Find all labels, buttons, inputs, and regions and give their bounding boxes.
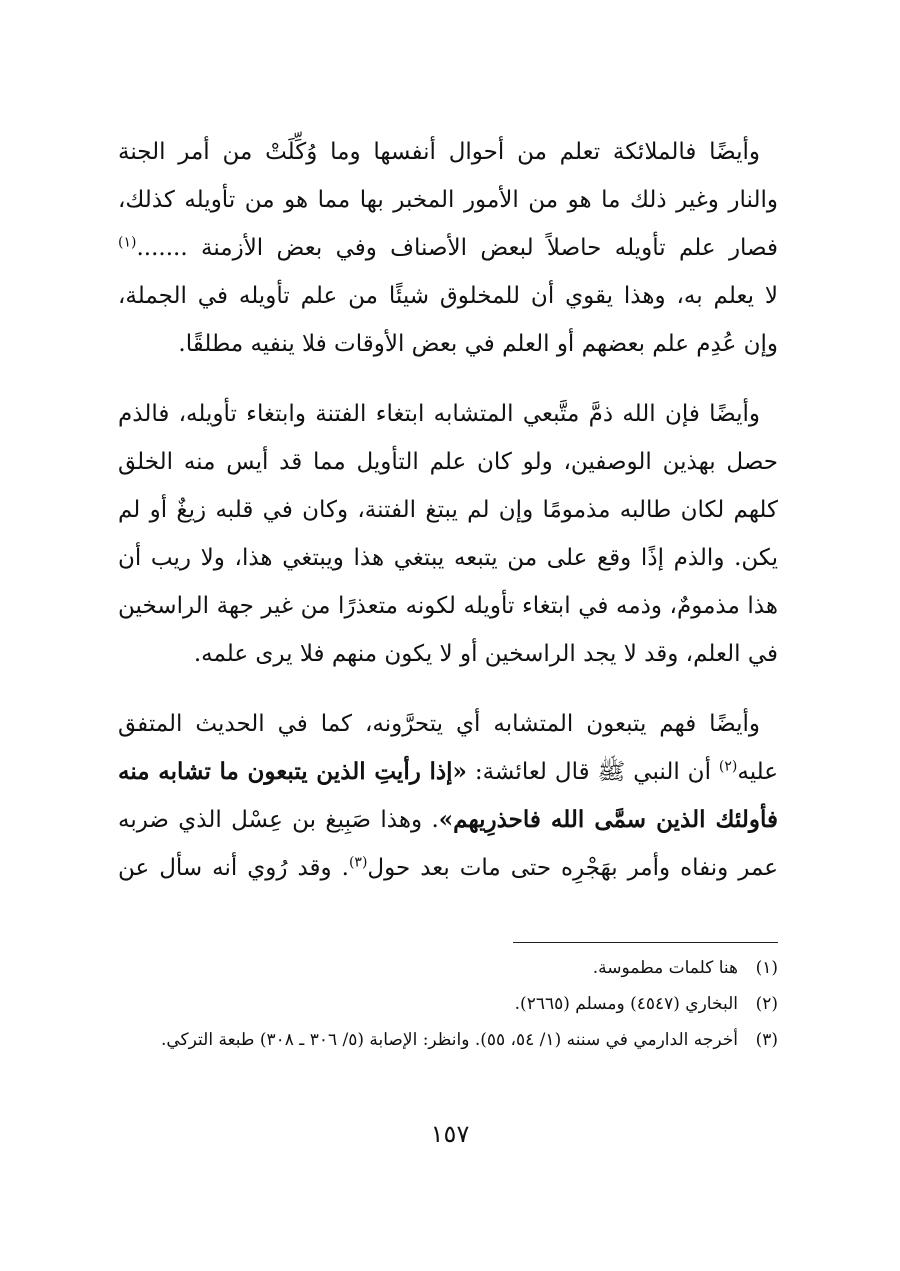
footnote-number: (٢) [755, 994, 778, 1014]
hadith-quote: «إذا رأيتِ الذين يتبعون ما تشابه منه [118, 758, 467, 785]
text-line: وأيضًا فهم يتبعون المتشابه أي يتحرَّونه، كما في الحديث المتفق [118, 711, 760, 737]
text-line: وإن عُدِم علم بعضهم أو العلم في بعض الأوقات فلا ينفيه مطلقًا. [178, 331, 778, 357]
text-line: والنار وغير ذلك ما هو من الأمور المخبر بها مما هو من تأويله كذلك، [118, 187, 778, 213]
text-line [118, 796, 778, 844]
footnote-text: أخرجه الدارمي في سننه (١/ ٥٤، ٥٥). وانظر: الإصابة (٥/ ٣٠٦ ـ ٣٠٨) طبعة التركي. [160, 1030, 738, 1050]
text-segment: عليه [737, 759, 778, 785]
footnote-item [118, 988, 778, 1020]
footnote-separator [513, 942, 778, 943]
text-line: في العلم، وقد لا يجد الراسخين أو لا يكون منهم فلا يرى علمه. [193, 641, 778, 667]
text-line-content: فصار علم تأويله حاصلاً لبعض الأصناف وفي بعض الأزمنة ....... [136, 235, 778, 261]
text-segment: أن النبي ﷺ قال لعائشة: [466, 759, 719, 785]
footnote-number: (٣) [755, 1030, 778, 1050]
text-line: يكن. والذم إذًا وقع على من يتبعه يبتغي هذا ويبتغي هذا، ولا ريب أن [118, 545, 778, 571]
text-segment: . وقد رُوي أنه سأل عن [118, 855, 349, 881]
text-line [118, 844, 778, 892]
footnote-ref-3: (٣) [348, 854, 368, 871]
paragraph-2 [118, 390, 778, 678]
text-line: وأيضًا فإن الله ذمَّ متَّبعي المتشابه ابتغاء الفتنة وابتغاء تأويله، فالذم [118, 401, 760, 427]
text-line: كلهم لكان طالبه مذمومًا وإن لم يبتغ الفتنة، وكان في قلبه زيغٌ أو لم [118, 497, 778, 523]
hadith-quote: فأولئك الذين سمَّى الله فاحذرِيهم» [438, 806, 778, 833]
footnote-item [118, 1024, 778, 1056]
text-line [118, 748, 778, 796]
paragraph-1 [118, 128, 778, 368]
footnote-text: البخاري (٤٥٤٧) ومسلم (٢٦٦٥). [514, 994, 738, 1014]
footnote-text: هنا كلمات مطموسة. [592, 958, 738, 978]
text-segment: عمر ونفاه وأمر بهَجْرِه حتى مات بعد حول [367, 855, 778, 881]
text-line [118, 224, 778, 272]
text-line: هذا مذمومٌ، وذمه في ابتغاء تأويله لكونه متعذرًا من غير جهة الراسخين [118, 593, 778, 619]
text-segment: . وهذا صَبِيغ بن عِسْل الذي ضربه [118, 807, 439, 833]
footnote-ref-2: (٢) [718, 758, 738, 775]
paragraph-3 [118, 700, 778, 892]
main-text [118, 128, 778, 914]
text-line: لا يعلم به، وهذا يقوي أن للمخلوق شيئًا من علم تأويله في الجملة، [118, 283, 778, 309]
page-number: ١٥٧ [430, 1120, 470, 1148]
footnote-item [118, 952, 778, 984]
text-line: حصل بهذين الوصفين، ولو كان علم التأويل مما قد أيس منه الخلق [118, 449, 778, 475]
text-line: وأيضًا فالملائكة تعلم من أحوال أنفسها وما وُكِّلَتْ من أمر الجنة [118, 139, 760, 165]
footnote-number: (١) [755, 958, 778, 978]
footnote-ref-1: (١) [118, 234, 137, 251]
footnotes [118, 952, 778, 1060]
